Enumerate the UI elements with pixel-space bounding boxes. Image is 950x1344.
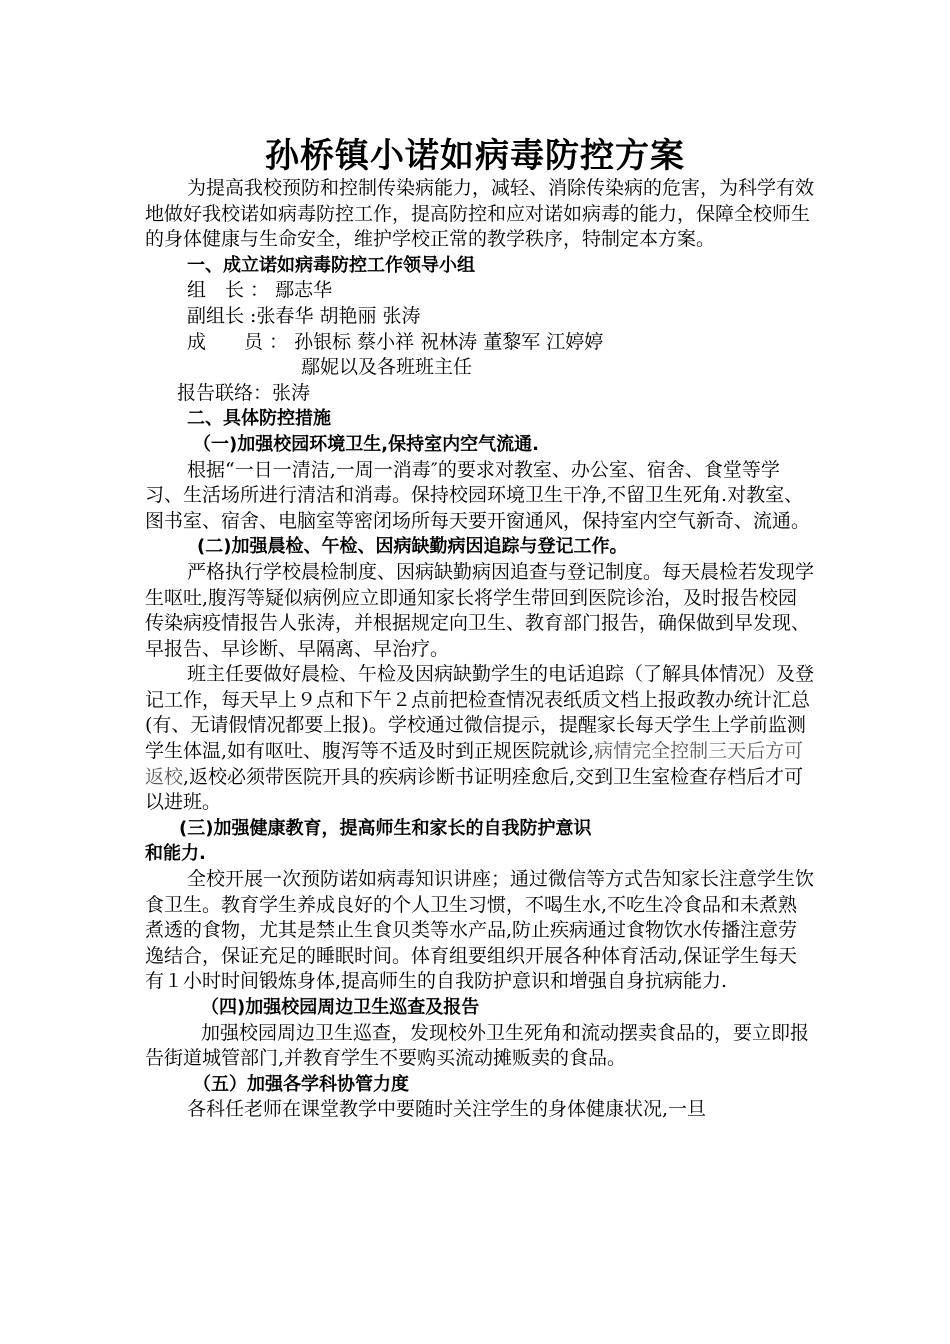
sub5-paragraph: 各科任老师在课堂教学中要随时关注学生的身体健康状况,一旦: [187, 1098, 707, 1121]
deputy-value: 张春华 胡艳丽 张涛: [256, 304, 421, 327]
members-label: 成 员 ：: [187, 330, 289, 353]
deputy-label: 副组长 :: [187, 304, 257, 327]
sub2-paragraph-1: 严格执行学校晨检制度、因病缺勤病因追查与登记制度。每天晨检若发现学生呕吐,腹泻等疑似病例应立即通知家长将学生带回到医院诊治，及时报告校园传染病疫情报告人张涛，并根据规定向卫生、教育部门报告，确保做到早发现、早报告、早诊断、早隔离、早治疗。: [145, 560, 815, 660]
sub1-heading: （一)加强校园环境卫生,保持室内空气流通.: [193, 433, 539, 455]
leader-label: 组 长 ：: [187, 279, 270, 302]
sub2-heading: (二)加强晨检、午检、因病缺勤病因追踪与登记工作。: [197, 536, 628, 558]
sub2-text-a: 班主任要做好晨检、午检及因病缺勤学生的电话追踪（了解具体情况）及登记工作，每天早上９点和下午２点前把检查情况表纸质文档上报政教办统计汇总(有、无请假情况都要上报)。学校通过微信提示，提醒家长每天学生上学前监测学生体温,如有呕吐、腹泻等不适及时到正规医院就诊,: [145, 663, 815, 763]
sub2-text-c: ,返校必须带医院开具的疾病诊断书证明痊愈后,交到卫生室检查存档后才可以进班。: [145, 765, 804, 814]
members-line: [145, 330, 815, 356]
sub2-paragraph-2: [145, 662, 815, 816]
sub3-heading-cont: 和能力.: [145, 843, 206, 865]
deputy-line: [145, 304, 815, 330]
contact-line: 报告联络：张涛: [177, 381, 311, 404]
sub4-paragraph: 加强校园周边卫生巡查，发现校外卫生死角和流动摆卖食品的，要立即报告街道城管部门,并教育学生不要购买流动摊贩卖的食品。: [145, 1021, 810, 1070]
intro-paragraph: 为提高我校预防和控制传染病能力，减轻、消除传染病的危害，为科学有效地做好我校诺如病毒防控工作，提高防控和应对诺如病毒的能力，保障全校师生的身体健康与生命安全，维护学校正常的教学秩序，特制定本方案。: [145, 177, 815, 251]
document-body: [145, 176, 815, 1123]
sub2-text-highlight: 病情完全控制三天后方可返校: [145, 740, 804, 788]
section2-heading: 二、具体防控措施: [187, 408, 331, 430]
members-value: 孙银标 蔡小祥 祝林涛 董黎军 江婷婷: [294, 330, 604, 353]
leader-line: [145, 278, 815, 304]
members-continuation: 鄢妮以及各班班主任: [301, 356, 473, 379]
section1-heading: 一、成立诺如病毒防控工作领导小组: [187, 254, 475, 276]
leader-value: 鄢志华: [275, 279, 333, 302]
sub3-paragraph: 全校开展一次预防诺如病毒知识讲座；通过微信等方式告知家长注意学生饮食卫生。教育学生养成良好的个人卫生习惯，不喝生水,不吃生冷食品和未煮熟煮透的食物，尤其是禁止生食贝类等水产品,防止疾病通过食物饮水传播注意劳逸结合，保证充足的睡眠时间。体育组要组织开展各种体育活动,保证学生每天有１小时时间锻炼身体,提高师生的自我防护意识和增强自身抗病能力.: [145, 868, 815, 993]
sub5-heading: （五）加强各学科协管力度: [193, 1073, 409, 1095]
document-title: 孙桥镇小诺如病毒防控方案: [265, 136, 685, 176]
sub1-paragraph: 根据“一日一清洁,一周一消毒″的要求对教室、办公室、宿舍、食堂等学习、生活场所进行清洁和消毒。保持校园环境卫生干净,不留卫生死角.对教室、图书室、宿舍、电脑室等密闭场所每天要开窗通风，保持室内空气新奇、流通。: [145, 458, 811, 532]
sub4-heading: （四)加强校园周边卫生巡查及报告: [201, 997, 480, 1018]
sub3-heading: (三)加强健康教育，提高师生和家长的自我防护意识: [179, 817, 592, 839]
